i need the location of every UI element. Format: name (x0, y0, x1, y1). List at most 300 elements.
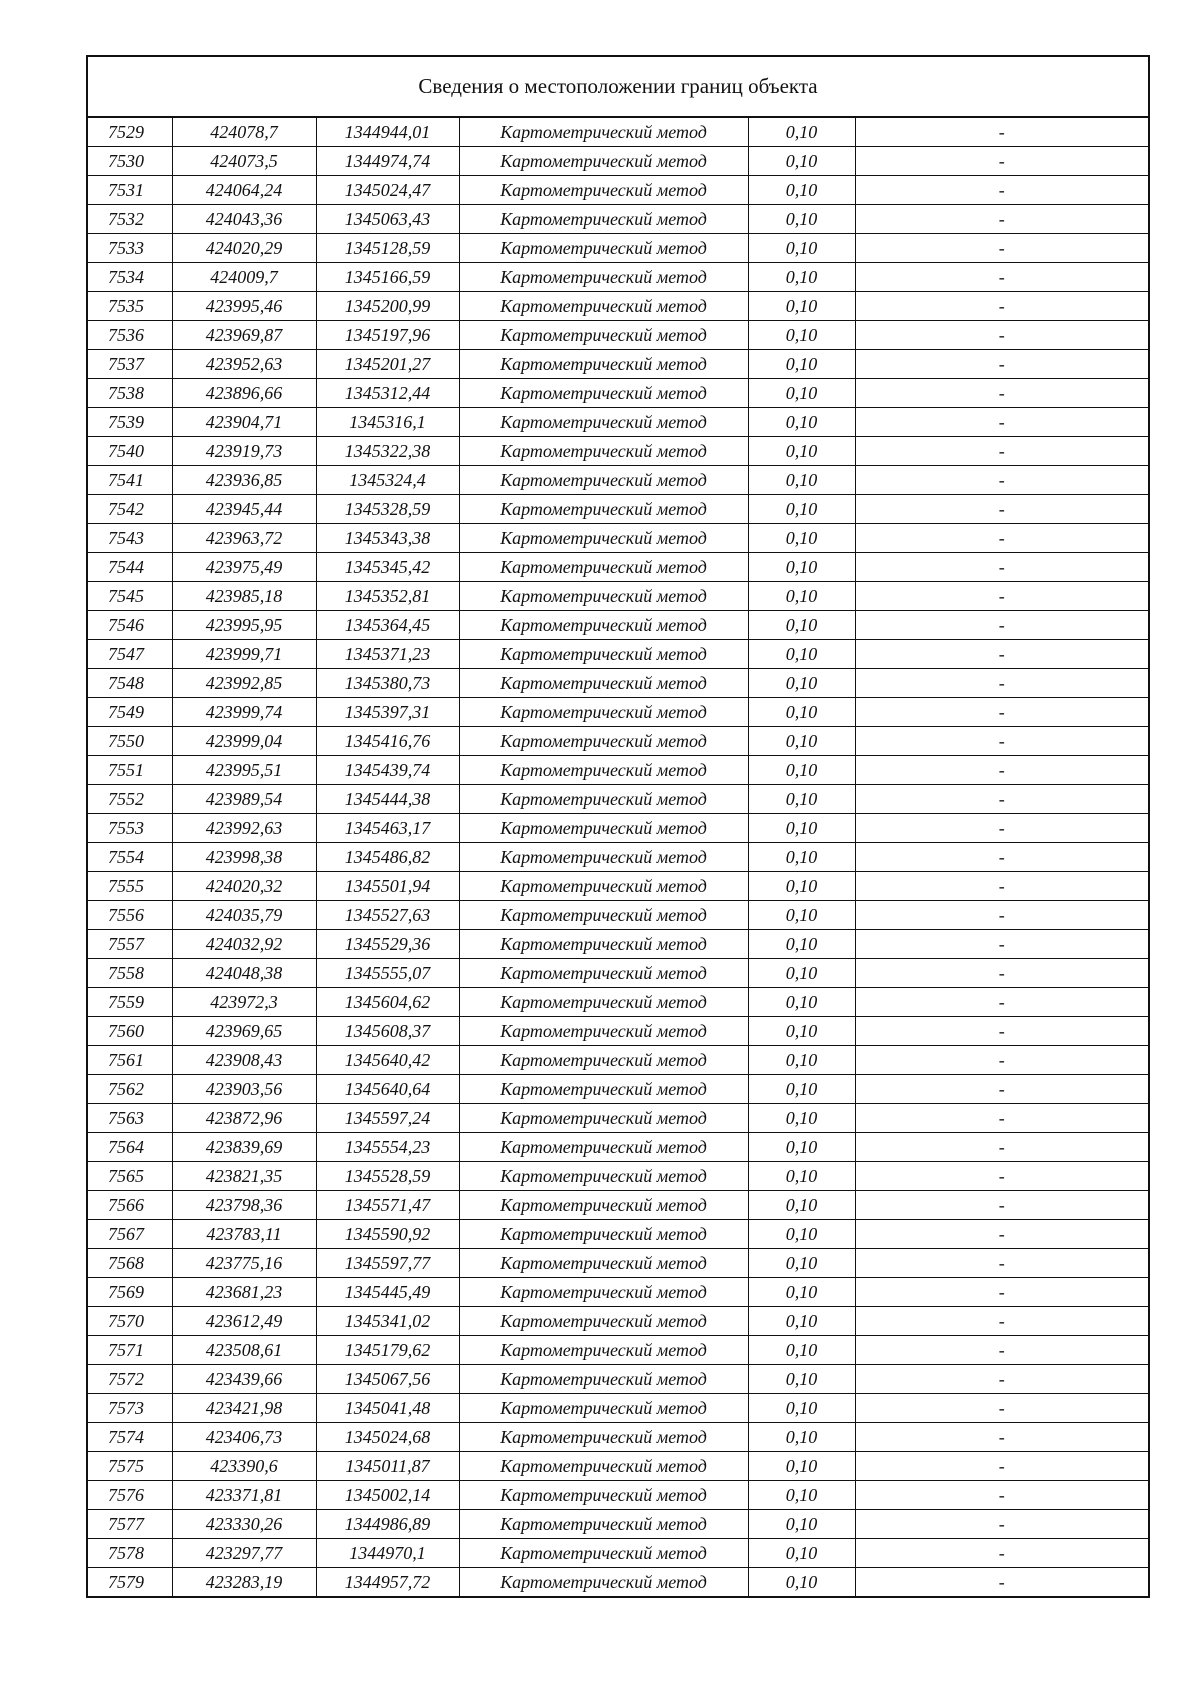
accuracy-cell: 0,10 (748, 1249, 855, 1278)
point-number-cell: 7556 (87, 901, 172, 930)
method-cell: Картометрический метод (459, 1307, 748, 1336)
x-coordinate-cell: 424032,92 (172, 930, 316, 959)
table-row (87, 582, 1149, 611)
description-cell: - (855, 872, 1149, 901)
method-cell: Картометрический метод (459, 234, 748, 263)
point-number-cell: 7567 (87, 1220, 172, 1249)
method-cell: Картометрический метод (459, 1104, 748, 1133)
accuracy-cell: 0,10 (748, 1336, 855, 1365)
accuracy-cell: 0,10 (748, 1162, 855, 1191)
point-number-cell: 7575 (87, 1452, 172, 1481)
x-coordinate-cell: 423989,54 (172, 785, 316, 814)
y-coordinate-cell: 1345597,77 (316, 1249, 459, 1278)
point-number-cell: 7555 (87, 872, 172, 901)
y-coordinate-cell: 1345501,94 (316, 872, 459, 901)
point-number-cell: 7545 (87, 582, 172, 611)
y-coordinate-cell: 1344974,74 (316, 147, 459, 176)
method-cell: Картометрический метод (459, 1394, 748, 1423)
point-number-cell: 7563 (87, 1104, 172, 1133)
x-coordinate-cell: 423999,74 (172, 698, 316, 727)
method-cell: Картометрический метод (459, 814, 748, 843)
x-coordinate-cell: 424078,7 (172, 117, 316, 147)
x-coordinate-cell: 423904,71 (172, 408, 316, 437)
point-number-cell: 7568 (87, 1249, 172, 1278)
description-cell: - (855, 1481, 1149, 1510)
x-coordinate-cell: 423371,81 (172, 1481, 316, 1510)
y-coordinate-cell: 1345554,23 (316, 1133, 459, 1162)
description-cell: - (855, 321, 1149, 350)
accuracy-cell: 0,10 (748, 1365, 855, 1394)
description-cell: - (855, 785, 1149, 814)
method-cell: Картометрический метод (459, 959, 748, 988)
y-coordinate-cell: 1344986,89 (316, 1510, 459, 1539)
table-row (87, 814, 1149, 843)
description-cell: - (855, 1249, 1149, 1278)
table-row (87, 553, 1149, 582)
point-number-cell: 7542 (87, 495, 172, 524)
y-coordinate-cell: 1345067,56 (316, 1365, 459, 1394)
accuracy-cell: 0,10 (748, 1452, 855, 1481)
table-row (87, 669, 1149, 698)
description-cell: - (855, 1191, 1149, 1220)
accuracy-cell: 0,10 (748, 727, 855, 756)
accuracy-cell: 0,10 (748, 234, 855, 263)
table-row (87, 872, 1149, 901)
method-cell: Картометрический метод (459, 117, 748, 147)
x-coordinate-cell: 423999,71 (172, 640, 316, 669)
method-cell: Картометрический метод (459, 1220, 748, 1249)
table-row (87, 205, 1149, 234)
description-cell: - (855, 379, 1149, 408)
description-cell: - (855, 1423, 1149, 1452)
y-coordinate-cell: 1345011,87 (316, 1452, 459, 1481)
table-row (87, 292, 1149, 321)
accuracy-cell: 0,10 (748, 524, 855, 553)
accuracy-cell: 0,10 (748, 756, 855, 785)
point-number-cell: 7547 (87, 640, 172, 669)
description-cell: - (855, 1278, 1149, 1307)
method-cell: Картометрический метод (459, 582, 748, 611)
table-row (87, 640, 1149, 669)
table-row (87, 1220, 1149, 1249)
table-row (87, 1539, 1149, 1568)
point-number-cell: 7566 (87, 1191, 172, 1220)
table-row (87, 1278, 1149, 1307)
accuracy-cell: 0,10 (748, 785, 855, 814)
description-cell: - (855, 1336, 1149, 1365)
method-cell: Картометрический метод (459, 321, 748, 350)
method-cell: Картометрический метод (459, 1249, 748, 1278)
description-cell: - (855, 117, 1149, 147)
accuracy-cell: 0,10 (748, 1017, 855, 1046)
description-cell: - (855, 466, 1149, 495)
table-row (87, 321, 1149, 350)
table-row (87, 350, 1149, 379)
accuracy-cell: 0,10 (748, 930, 855, 959)
table-row (87, 1481, 1149, 1510)
accuracy-cell: 0,10 (748, 466, 855, 495)
table-row (87, 117, 1149, 147)
table-row (87, 1336, 1149, 1365)
description-cell: - (855, 727, 1149, 756)
method-cell: Картометрический метод (459, 1539, 748, 1568)
description-cell: - (855, 292, 1149, 321)
table-row (87, 1017, 1149, 1046)
accuracy-cell: 0,10 (748, 205, 855, 234)
y-coordinate-cell: 1345397,31 (316, 698, 459, 727)
method-cell: Картометрический метод (459, 930, 748, 959)
accuracy-cell: 0,10 (748, 611, 855, 640)
y-coordinate-cell: 1345571,47 (316, 1191, 459, 1220)
point-number-cell: 7537 (87, 350, 172, 379)
x-coordinate-cell: 423783,11 (172, 1220, 316, 1249)
accuracy-cell: 0,10 (748, 437, 855, 466)
point-number-cell: 7573 (87, 1394, 172, 1423)
method-cell: Картометрический метод (459, 1191, 748, 1220)
y-coordinate-cell: 1345608,37 (316, 1017, 459, 1046)
table-row (87, 1568, 1149, 1598)
point-number-cell: 7530 (87, 147, 172, 176)
x-coordinate-cell: 423992,63 (172, 814, 316, 843)
table-row (87, 611, 1149, 640)
accuracy-cell: 0,10 (748, 1278, 855, 1307)
accuracy-cell: 0,10 (748, 292, 855, 321)
table-row (87, 1307, 1149, 1336)
point-number-cell: 7533 (87, 234, 172, 263)
x-coordinate-cell: 423297,77 (172, 1539, 316, 1568)
table-row (87, 1394, 1149, 1423)
y-coordinate-cell: 1345328,59 (316, 495, 459, 524)
table-row (87, 930, 1149, 959)
point-number-cell: 7551 (87, 756, 172, 785)
point-number-cell: 7576 (87, 1481, 172, 1510)
y-coordinate-cell: 1345324,4 (316, 466, 459, 495)
x-coordinate-cell: 423390,6 (172, 1452, 316, 1481)
method-cell: Картометрический метод (459, 611, 748, 640)
x-coordinate-cell: 423421,98 (172, 1394, 316, 1423)
y-coordinate-cell: 1345063,43 (316, 205, 459, 234)
description-cell: - (855, 234, 1149, 263)
point-number-cell: 7574 (87, 1423, 172, 1452)
method-cell: Картометрический метод (459, 292, 748, 321)
x-coordinate-cell: 423995,46 (172, 292, 316, 321)
document-page (86, 55, 1148, 1598)
accuracy-cell: 0,10 (748, 669, 855, 698)
x-coordinate-cell: 423975,49 (172, 553, 316, 582)
accuracy-cell: 0,10 (748, 117, 855, 147)
description-cell: - (855, 1162, 1149, 1191)
x-coordinate-cell: 424043,36 (172, 205, 316, 234)
accuracy-cell: 0,10 (748, 321, 855, 350)
table-row (87, 988, 1149, 1017)
description-cell: - (855, 1104, 1149, 1133)
point-number-cell: 7540 (87, 437, 172, 466)
description-cell: - (855, 1452, 1149, 1481)
accuracy-cell: 0,10 (748, 1510, 855, 1539)
y-coordinate-cell: 1345597,24 (316, 1104, 459, 1133)
method-cell: Картометрический метод (459, 1046, 748, 1075)
point-number-cell: 7544 (87, 553, 172, 582)
description-cell: - (855, 524, 1149, 553)
accuracy-cell: 0,10 (748, 263, 855, 292)
accuracy-cell: 0,10 (748, 901, 855, 930)
accuracy-cell: 0,10 (748, 553, 855, 582)
point-number-cell: 7532 (87, 205, 172, 234)
x-coordinate-cell: 424009,7 (172, 263, 316, 292)
description-cell: - (855, 1017, 1149, 1046)
point-number-cell: 7543 (87, 524, 172, 553)
table-row (87, 147, 1149, 176)
x-coordinate-cell: 423406,73 (172, 1423, 316, 1452)
method-cell: Картометрический метод (459, 379, 748, 408)
y-coordinate-cell: 1345201,27 (316, 350, 459, 379)
accuracy-cell: 0,10 (748, 1423, 855, 1452)
description-cell: - (855, 176, 1149, 205)
description-cell: - (855, 669, 1149, 698)
x-coordinate-cell: 423995,51 (172, 756, 316, 785)
x-coordinate-cell: 423903,56 (172, 1075, 316, 1104)
accuracy-cell: 0,10 (748, 1481, 855, 1510)
description-cell: - (855, 640, 1149, 669)
x-coordinate-cell: 423681,23 (172, 1278, 316, 1307)
table-row (87, 1075, 1149, 1104)
table-row (87, 466, 1149, 495)
x-coordinate-cell: 423821,35 (172, 1162, 316, 1191)
description-cell: - (855, 698, 1149, 727)
point-number-cell: 7578 (87, 1539, 172, 1568)
method-cell: Картометрический метод (459, 408, 748, 437)
table-row (87, 1452, 1149, 1481)
description-cell: - (855, 263, 1149, 292)
point-number-cell: 7529 (87, 117, 172, 147)
x-coordinate-cell: 424020,29 (172, 234, 316, 263)
x-coordinate-cell: 424048,38 (172, 959, 316, 988)
method-cell: Картометрический метод (459, 1278, 748, 1307)
y-coordinate-cell: 1345041,48 (316, 1394, 459, 1423)
point-number-cell: 7558 (87, 959, 172, 988)
method-cell: Картометрический метод (459, 553, 748, 582)
table-row (87, 176, 1149, 205)
method-cell: Картометрический метод (459, 1133, 748, 1162)
table-row (87, 1046, 1149, 1075)
y-coordinate-cell: 1345640,42 (316, 1046, 459, 1075)
point-number-cell: 7564 (87, 1133, 172, 1162)
x-coordinate-cell: 423775,16 (172, 1249, 316, 1278)
table-row (87, 698, 1149, 727)
y-coordinate-cell: 1345527,63 (316, 901, 459, 930)
y-coordinate-cell: 1345322,38 (316, 437, 459, 466)
method-cell: Картометрический метод (459, 1162, 748, 1191)
method-cell: Картометрический метод (459, 872, 748, 901)
method-cell: Картометрический метод (459, 263, 748, 292)
description-cell: - (855, 930, 1149, 959)
y-coordinate-cell: 1345416,76 (316, 727, 459, 756)
boundary-coordinates-table (86, 55, 1150, 1598)
description-cell: - (855, 1568, 1149, 1598)
y-coordinate-cell: 1345312,44 (316, 379, 459, 408)
method-cell: Картометрический метод (459, 495, 748, 524)
x-coordinate-cell: 423330,26 (172, 1510, 316, 1539)
description-cell: - (855, 495, 1149, 524)
point-number-cell: 7534 (87, 263, 172, 292)
table-row (87, 524, 1149, 553)
point-number-cell: 7550 (87, 727, 172, 756)
method-cell: Картометрический метод (459, 988, 748, 1017)
accuracy-cell: 0,10 (748, 1133, 855, 1162)
table-row (87, 1162, 1149, 1191)
x-coordinate-cell: 423963,72 (172, 524, 316, 553)
y-coordinate-cell: 1345604,62 (316, 988, 459, 1017)
y-coordinate-cell: 1345200,99 (316, 292, 459, 321)
description-cell: - (855, 611, 1149, 640)
table-title: Сведения о местоположении границ объекта (87, 56, 1149, 117)
accuracy-cell: 0,10 (748, 843, 855, 872)
method-cell: Картометрический метод (459, 1452, 748, 1481)
table-row (87, 1249, 1149, 1278)
accuracy-cell: 0,10 (748, 1394, 855, 1423)
x-coordinate-cell: 423798,36 (172, 1191, 316, 1220)
description-cell: - (855, 1539, 1149, 1568)
method-cell: Картометрический метод (459, 669, 748, 698)
method-cell: Картометрический метод (459, 176, 748, 205)
method-cell: Картометрический метод (459, 756, 748, 785)
y-coordinate-cell: 1345128,59 (316, 234, 459, 263)
description-cell: - (855, 901, 1149, 930)
accuracy-cell: 0,10 (748, 495, 855, 524)
y-coordinate-cell: 1344970,1 (316, 1539, 459, 1568)
table-row (87, 756, 1149, 785)
accuracy-cell: 0,10 (748, 1046, 855, 1075)
point-number-cell: 7548 (87, 669, 172, 698)
accuracy-cell: 0,10 (748, 350, 855, 379)
table-row (87, 1365, 1149, 1394)
accuracy-cell: 0,10 (748, 408, 855, 437)
point-number-cell: 7546 (87, 611, 172, 640)
description-cell: - (855, 1394, 1149, 1423)
accuracy-cell: 0,10 (748, 1568, 855, 1598)
y-coordinate-cell: 1345528,59 (316, 1162, 459, 1191)
point-number-cell: 7572 (87, 1365, 172, 1394)
point-number-cell: 7549 (87, 698, 172, 727)
y-coordinate-cell: 1345364,45 (316, 611, 459, 640)
x-coordinate-cell: 424073,5 (172, 147, 316, 176)
point-number-cell: 7559 (87, 988, 172, 1017)
description-cell: - (855, 756, 1149, 785)
method-cell: Картометрический метод (459, 1423, 748, 1452)
table-row (87, 843, 1149, 872)
y-coordinate-cell: 1345380,73 (316, 669, 459, 698)
accuracy-cell: 0,10 (748, 1307, 855, 1336)
accuracy-cell: 0,10 (748, 988, 855, 1017)
method-cell: Картометрический метод (459, 785, 748, 814)
y-coordinate-cell: 1345445,49 (316, 1278, 459, 1307)
method-cell: Картометрический метод (459, 1365, 748, 1394)
description-cell: - (855, 1046, 1149, 1075)
y-coordinate-cell: 1345341,02 (316, 1307, 459, 1336)
x-coordinate-cell: 423998,38 (172, 843, 316, 872)
method-cell: Картометрический метод (459, 1510, 748, 1539)
description-cell: - (855, 1075, 1149, 1104)
x-coordinate-cell: 423896,66 (172, 379, 316, 408)
description-cell: - (855, 1510, 1149, 1539)
y-coordinate-cell: 1345529,36 (316, 930, 459, 959)
table-row (87, 263, 1149, 292)
accuracy-cell: 0,10 (748, 379, 855, 408)
point-number-cell: 7560 (87, 1017, 172, 1046)
y-coordinate-cell: 1345024,68 (316, 1423, 459, 1452)
accuracy-cell: 0,10 (748, 1075, 855, 1104)
point-number-cell: 7562 (87, 1075, 172, 1104)
x-coordinate-cell: 423936,85 (172, 466, 316, 495)
table-row (87, 1423, 1149, 1452)
accuracy-cell: 0,10 (748, 176, 855, 205)
y-coordinate-cell: 1345371,23 (316, 640, 459, 669)
x-coordinate-cell: 423283,19 (172, 1568, 316, 1598)
y-coordinate-cell: 1345352,81 (316, 582, 459, 611)
table-row (87, 408, 1149, 437)
point-number-cell: 7539 (87, 408, 172, 437)
y-coordinate-cell: 1344944,01 (316, 117, 459, 147)
point-number-cell: 7577 (87, 1510, 172, 1539)
table-row (87, 785, 1149, 814)
table-row (87, 1104, 1149, 1133)
x-coordinate-cell: 423969,65 (172, 1017, 316, 1046)
point-number-cell: 7570 (87, 1307, 172, 1336)
y-coordinate-cell: 1345166,59 (316, 263, 459, 292)
y-coordinate-cell: 1345024,47 (316, 176, 459, 205)
accuracy-cell: 0,10 (748, 1104, 855, 1133)
x-coordinate-cell: 424064,24 (172, 176, 316, 205)
accuracy-cell: 0,10 (748, 872, 855, 901)
table-row (87, 959, 1149, 988)
description-cell: - (855, 437, 1149, 466)
description-cell: - (855, 553, 1149, 582)
table-row (87, 234, 1149, 263)
method-cell: Картометрический метод (459, 205, 748, 234)
description-cell: - (855, 205, 1149, 234)
description-cell: - (855, 147, 1149, 176)
x-coordinate-cell: 423612,49 (172, 1307, 316, 1336)
point-number-cell: 7541 (87, 466, 172, 495)
method-cell: Картометрический метод (459, 437, 748, 466)
y-coordinate-cell: 1345555,07 (316, 959, 459, 988)
x-coordinate-cell: 423872,96 (172, 1104, 316, 1133)
point-number-cell: 7569 (87, 1278, 172, 1307)
table-row (87, 901, 1149, 930)
description-cell: - (855, 1220, 1149, 1249)
y-coordinate-cell: 1345590,92 (316, 1220, 459, 1249)
description-cell: - (855, 1133, 1149, 1162)
description-cell: - (855, 988, 1149, 1017)
method-cell: Картометрический метод (459, 350, 748, 379)
description-cell: - (855, 582, 1149, 611)
point-number-cell: 7553 (87, 814, 172, 843)
method-cell: Картометрический метод (459, 901, 748, 930)
x-coordinate-cell: 424020,32 (172, 872, 316, 901)
description-cell: - (855, 1365, 1149, 1394)
method-cell: Картометрический метод (459, 698, 748, 727)
method-cell: Картометрический метод (459, 147, 748, 176)
y-coordinate-cell: 1345439,74 (316, 756, 459, 785)
description-cell: - (855, 959, 1149, 988)
point-number-cell: 7579 (87, 1568, 172, 1598)
description-cell: - (855, 843, 1149, 872)
y-coordinate-cell: 1345179,62 (316, 1336, 459, 1365)
accuracy-cell: 0,10 (748, 147, 855, 176)
x-coordinate-cell: 423992,85 (172, 669, 316, 698)
accuracy-cell: 0,10 (748, 959, 855, 988)
table-row (87, 1133, 1149, 1162)
